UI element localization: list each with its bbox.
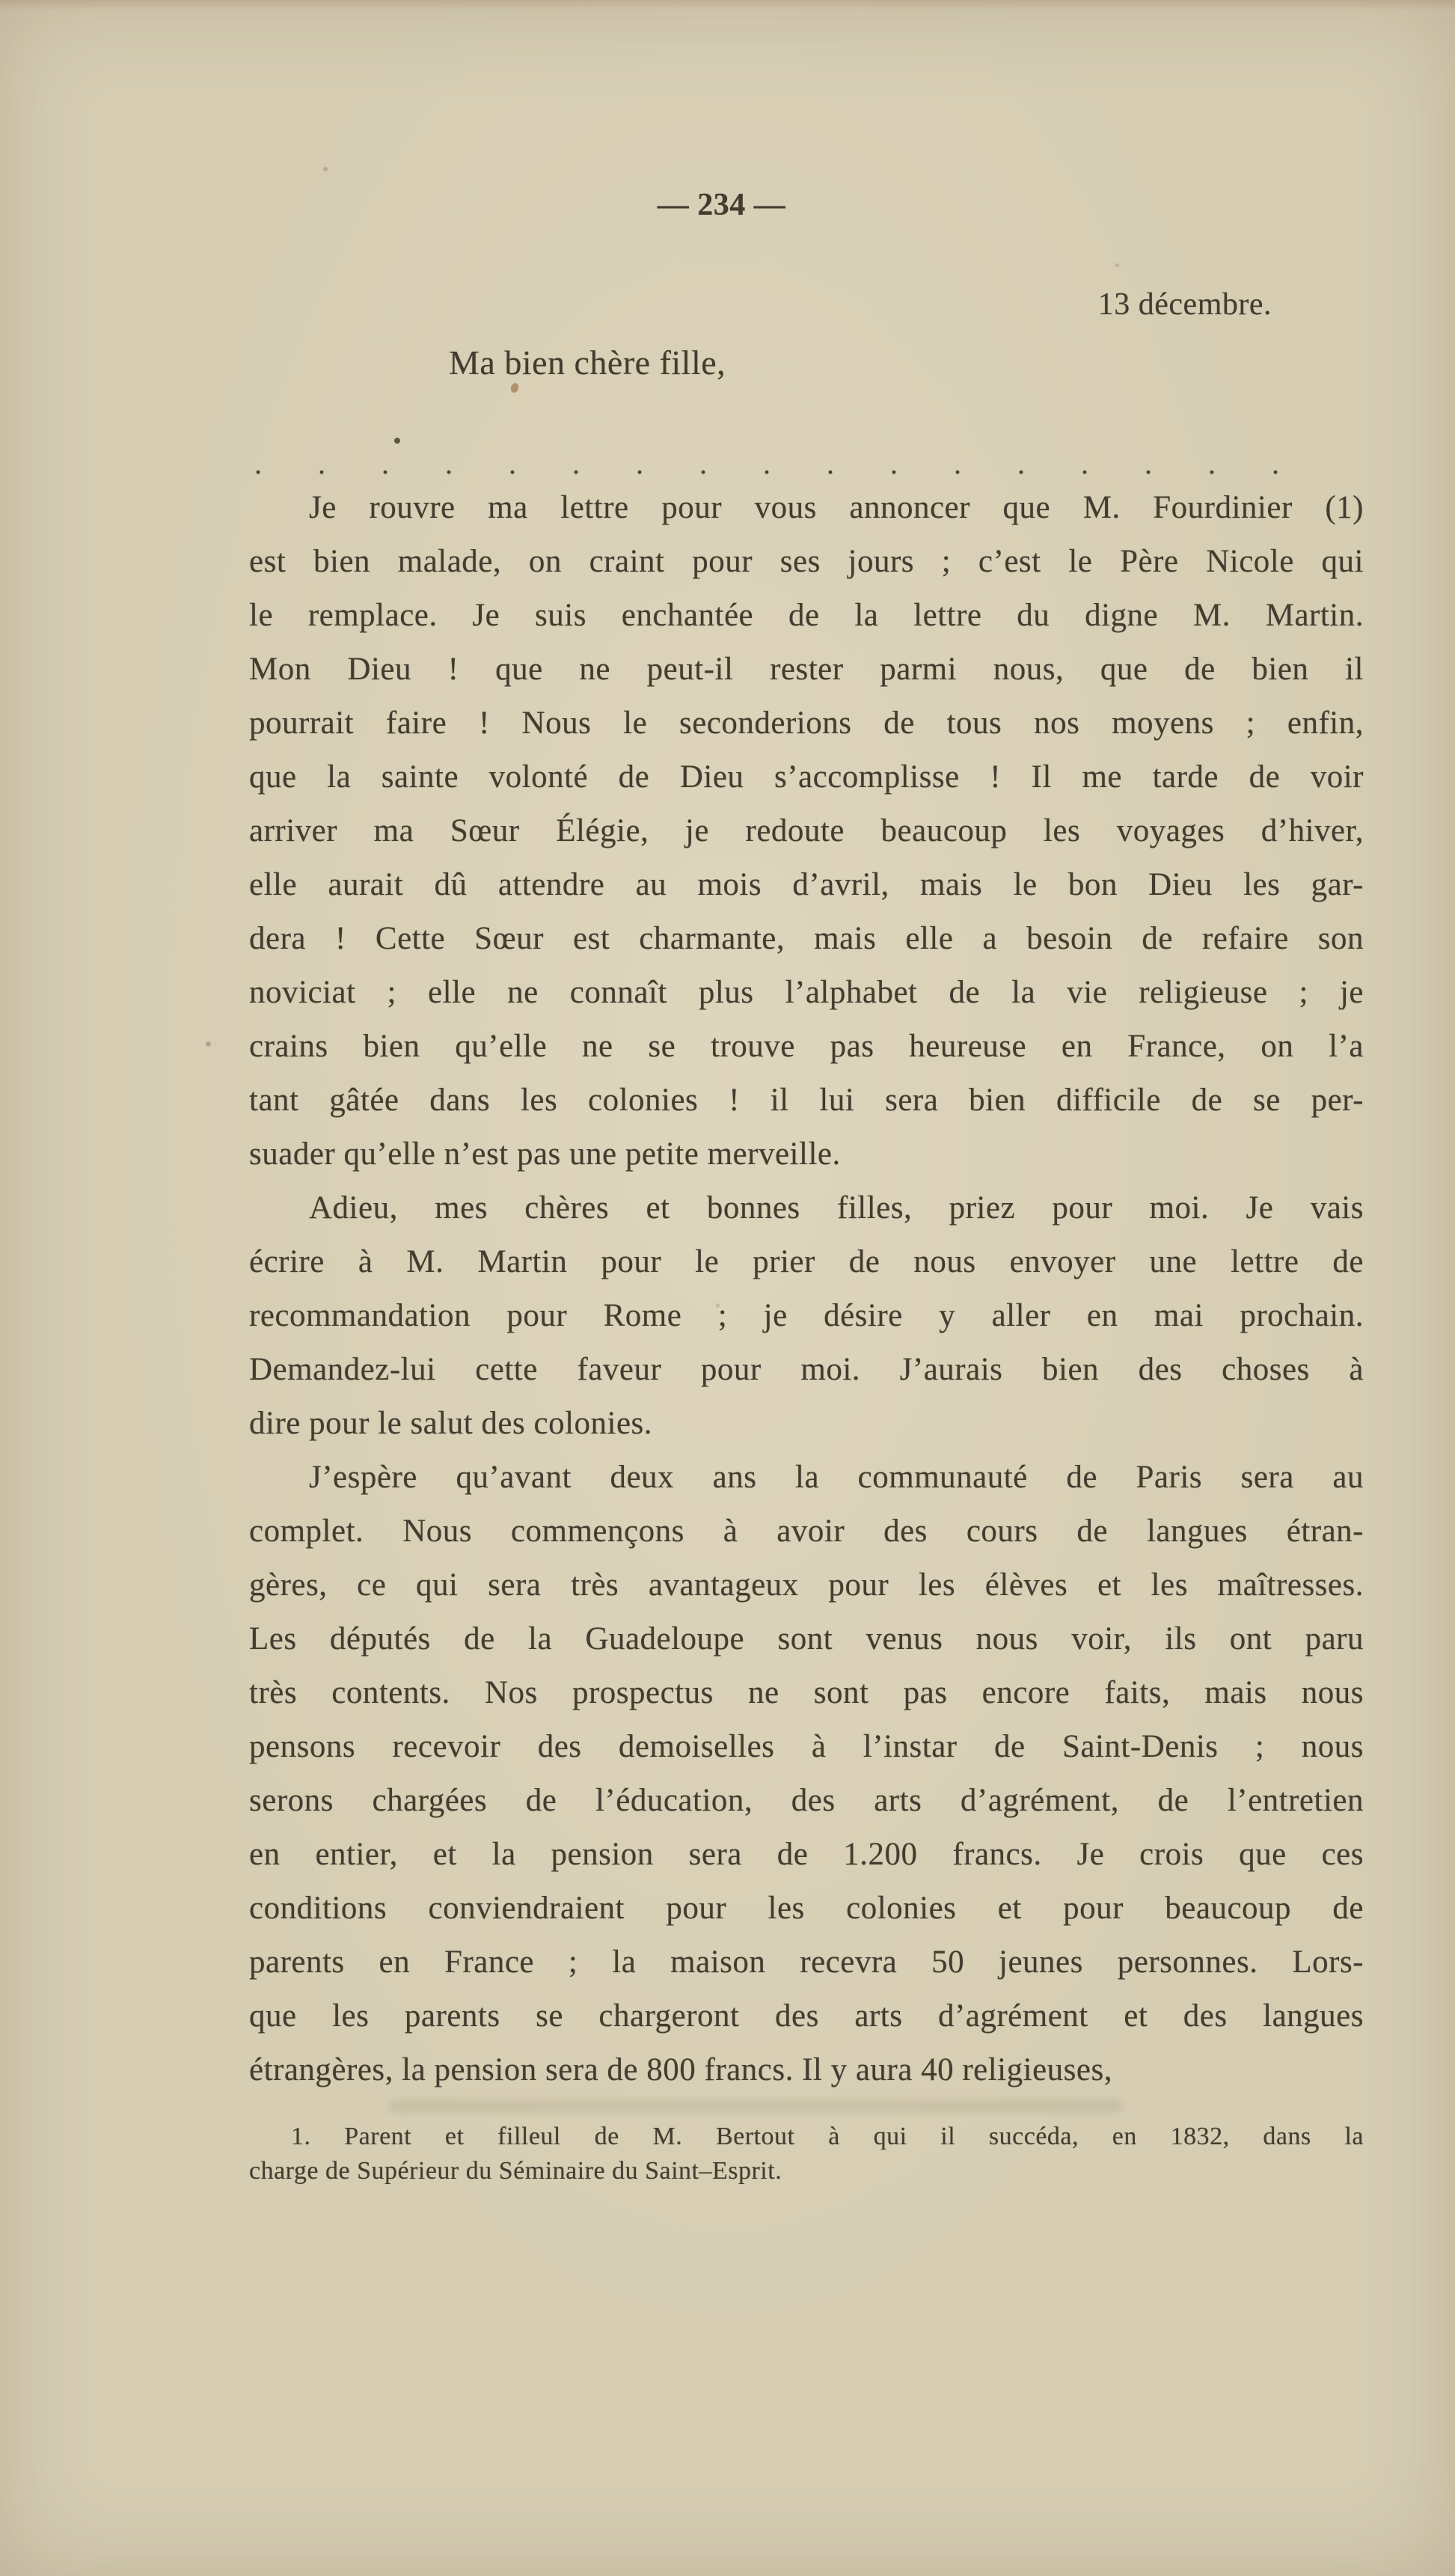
text-line: parents en France ; la maison recevra 50 jeunes personnes. Lors- <box>249 1945 1364 1980</box>
letter-body <box>249 481 1364 2097</box>
text-line: suader qu’elle n’est pas une petite merveille. <box>249 1136 841 1172</box>
text-line: écrire à M. Martin pour le prier de nous envoyer une lettre de <box>249 1244 1364 1279</box>
footnote <box>249 2120 1364 2188</box>
text-line: en entier, et la pension sera de 1.200 francs. Je crois que ces <box>249 1837 1364 1872</box>
text-line: Les députés de la Guadeloupe sont venus nous voir, ils ont paru <box>249 1621 1364 1656</box>
paper-speck <box>1115 263 1119 267</box>
text-line: tant gâtée dans les colonies ! il lui sera bien difficile de se per- <box>249 1083 1364 1118</box>
letter-date: 13 décembre. <box>1097 287 1272 322</box>
text-line: arriver ma Sœur Élégie, je redoute beaucoup les voyages d’hiver, <box>249 813 1364 848</box>
text-line: très contents. Nos prospectus ne sont pas encore faits, mais nous <box>249 1675 1364 1710</box>
text-line: Je rouvre ma lettre pour vous annoncer que M. Fourdinier (1) <box>309 490 1364 525</box>
text-line: noviciat ; elle ne connaît plus l’alphabet de la vie religieuse ; je <box>249 975 1364 1010</box>
ellipsis-leader: . . . . . . . . . . . . . . . . . <box>254 447 1280 480</box>
show-through-ghost <box>389 2099 1122 2113</box>
text-line: conditions conviendraient pour les colonies et pour beaucoup de <box>249 1891 1364 1926</box>
page-number-header: — 234 — <box>657 188 786 222</box>
text-line: pourrait faire ! Nous le seconderions de tous nos moyens ; enfin, <box>249 706 1364 741</box>
footnote-line: 1. Parent et filleul de M. Bertout à qui il succéda, en 1832, dans la <box>291 2123 1364 2150</box>
text-line: serons chargées de l’éducation, des arts d’agrément, de l’entretien <box>249 1783 1364 1818</box>
text-line: gères, ce qui sera très avantageux pour les élèves et les maîtresses. <box>249 1567 1364 1603</box>
text-line: elle aurait dû attendre au mois d’avril, mais le bon Dieu les gar- <box>249 867 1364 902</box>
text-line: Demandez-lui cette faveur pour moi. J’aurais bien des choses à <box>249 1352 1364 1387</box>
text-line: est bien malade, on craint pour ses jours ; c’est le Père Nicole qui <box>249 544 1364 579</box>
letter-salutation: Ma bien chère fille, <box>449 343 726 382</box>
paper-speck <box>509 382 520 394</box>
text-line: crains bien qu’elle ne se trouve pas heureuse en France, on l’a <box>249 1029 1364 1064</box>
text-line: Adieu, mes chères et bonnes filles, priez pour moi. Je vais <box>309 1190 1364 1226</box>
footnote-line: charge de Supérieur du Séminaire du Saint–Esprit. <box>249 2157 782 2185</box>
paper-speck <box>323 167 328 171</box>
text-line: étrangères, la pension sera de 800 francs. Il y aura 40 religieuses, <box>249 2052 1112 2087</box>
text-line: recommandation pour Rome ; je désire y aller en mai prochain. <box>249 1298 1364 1333</box>
text-line: que les parents se chargeront des arts d’agrément et des langues <box>249 1998 1364 2034</box>
text-line: J’espère qu’avant deux ans la communauté de Paris sera au <box>309 1460 1364 1495</box>
stray-ink-dot <box>394 438 400 444</box>
text-line: pensons recevoir des demoiselles à l’instar de Saint-Denis ; nous <box>249 1729 1364 1764</box>
text-line: Mon Dieu ! que ne peut-il rester parmi nous, que de bien il <box>249 652 1364 687</box>
text-line: dera ! Cette Sœur est charmante, mais elle a besoin de refaire son <box>249 921 1364 956</box>
text-line: complet. Nous commençons à avoir des cours de langues étran- <box>249 1514 1364 1549</box>
paper-speck <box>206 1041 211 1047</box>
text-line: dire pour le salut des colonies. <box>249 1406 653 1441</box>
text-line: le remplace. Je suis enchantée de la lettre du digne M. Martin. <box>249 598 1364 633</box>
text-line: que la sainte volonté de Dieu s’accomplisse ! Il me tarde de voir <box>249 759 1364 795</box>
